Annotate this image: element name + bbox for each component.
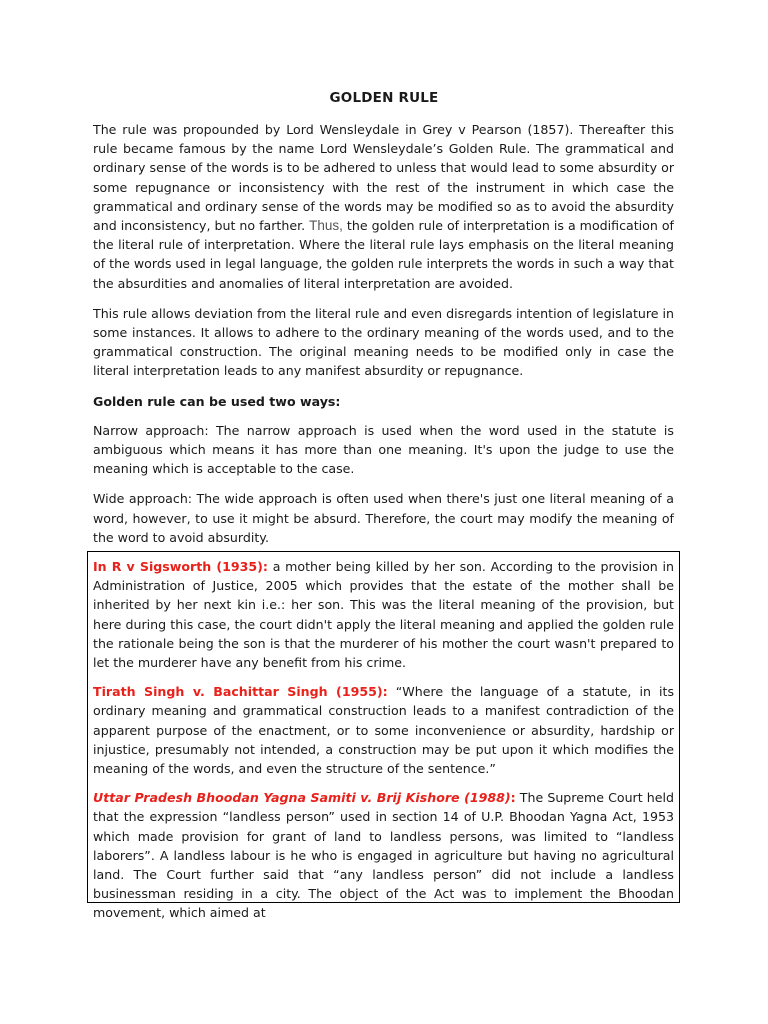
intro-text-part1: The rule was propounded by Lord Wensleydale in Grey v Pearson (1857). Thereafter this rule became famous by the name Lord Wensleydale’s Golden Rule. The grammatical and ordinary sense of the words is to be adhered to unless that would lead to some absurdity or some repugnance or inconsistency with the rest of the instrument in which case the grammatical and ordinary sense of the words may be modified so as to avoid the absurdity and inconsistency, but no farther. — [93, 122, 674, 234]
narrow-approach-paragraph: Narrow approach: The narrow approach is used when the word used in the statute is ambiguous which means it has more than one meaning. It's upon the judge to use the meaning which is acceptable to the case. — [93, 422, 674, 477]
case-paragraph — [93, 682, 674, 778]
ways-heading: Golden rule can be used two ways: — [93, 393, 341, 409]
page-title: GOLDEN RULE — [329, 90, 439, 106]
wide-approach-paragraph: Wide approach: The wide approach is often used when there's just one literal meaning of a word, however, to use it might be absurd. Therefore, the court may modify the meaning of the word to avoid absurdity. — [93, 491, 674, 545]
case-text: The Supreme Court held that the expression “landless person” used in section 14 of U.P. Bhoodan Yagna Act, 1953 which made provision for grant of land to landless persons, was limited to “landless laborers”. A landless labour is he who is engaged in agriculture but having no agricultural land. The Court further said that “any landless person” did not include a landless businessman residing in a city. The object of the Act was to implement the Bhoodan movement, which aimed at — [93, 790, 674, 921]
case-paragraph — [93, 557, 674, 672]
case-text: a mother being killed by her son. According to the provision in Administration of Justice, 2005 which provides that the estate of the mother shall be inherited by her next kin i.e.: her son. This was the literal meaning of the provision, but here during this case, the court didn't apply the literal meaning and applied the golden rule the rationale being the son is that the murderer of his mother the court wasn't prepared to let the murderer have any benefit from his crime. — [93, 559, 674, 671]
intro-paragraph — [93, 120, 674, 293]
document-body — [93, 120, 674, 558]
case-name-suffix: : — [510, 790, 516, 806]
intro-thus: Thus, — [309, 218, 343, 234]
case-name: Tirath Singh v. Bachittar Singh (1955): — [93, 684, 388, 700]
case-law-box — [87, 551, 680, 921]
case-paragraph — [93, 788, 674, 922]
deviation-paragraph: This rule allows deviation from the literal rule and even disregards intention of legislature in some instances. It allows to adhere to the ordinary meaning of the words used, and to the grammatical construction. The original meaning needs to be modified only in case the literal interpretation leads to any manifest absurdity or repugnance. — [93, 305, 674, 379]
case-name: Uttar Pradesh Bhoodan Yagna Samiti v. Brij Kishore (1988) — [93, 790, 511, 806]
intro-text-part2: the golden rule of interpretation is a modification of the literal rule of interpretation. Where the literal rule lays emphasis on the literal meaning of the words used in legal language, the golden rule interprets the words in such a way that the absurdities and anomalies of literal interpretation are avoided. — [93, 218, 674, 291]
case-name: In R v Sigsworth (1935): — [93, 559, 268, 574]
case-text: “Where the language of a statute, in its ordinary meaning and grammatical construction leads to a manifest contradiction of the apparent purpose of the enactment, or to some inconvenience or absurdity, hardship or injustice, presumably not intended, a construction may be put upon it which modifies the meaning of the words, and even the structure of the sentence.” — [93, 684, 675, 777]
